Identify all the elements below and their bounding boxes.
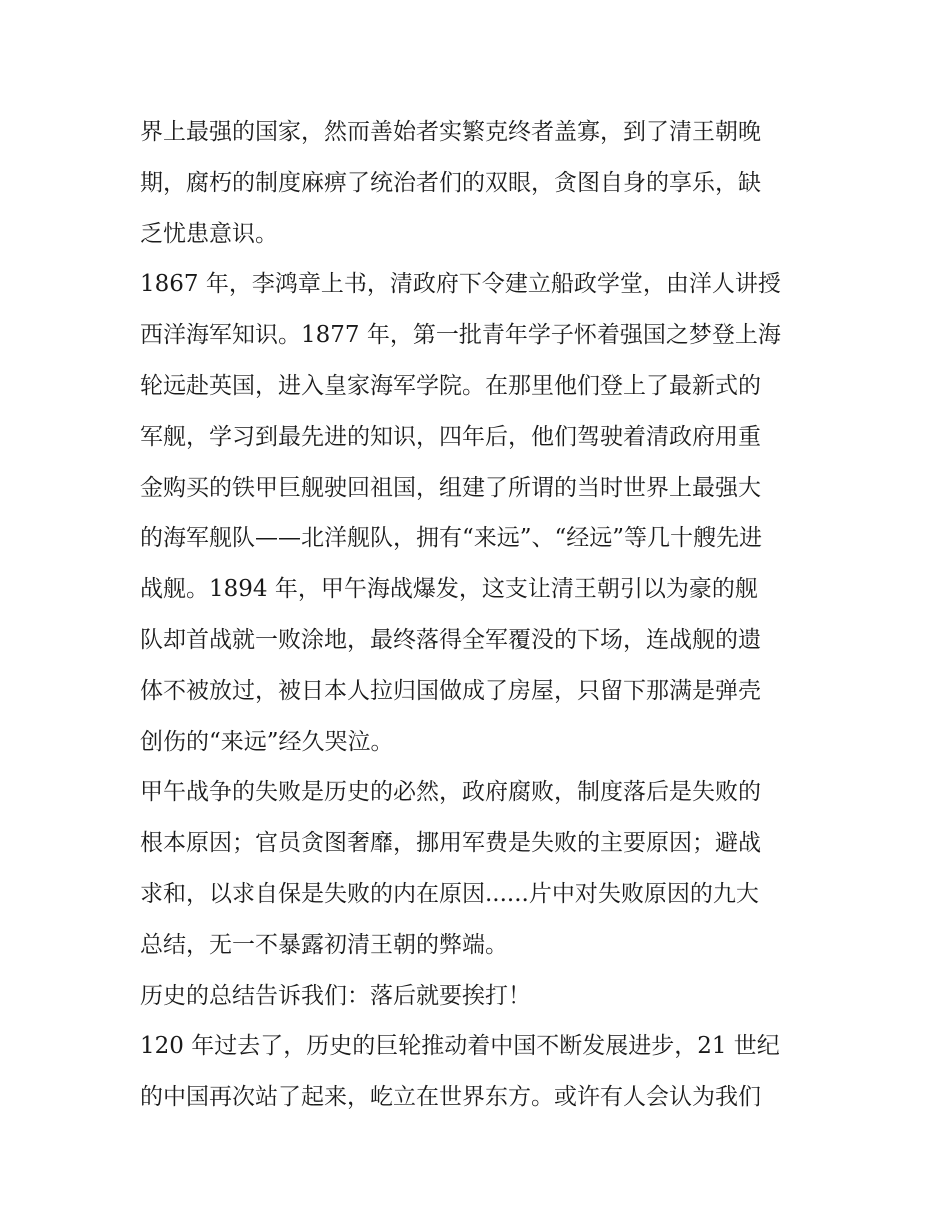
document-body	[140, 107, 812, 1123]
text-line: 队却首战就一败涂地，最终落得全军覆没的下场，连战舰的遗	[140, 626, 761, 653]
text-line: 乏忧患意识。	[140, 220, 278, 247]
text-line: 的中国再次站了起来，屹立在世界东方。或许有人会认为我们	[140, 1084, 761, 1111]
text-line: 总结，无一不暴露初清王朝的弊端。	[140, 931, 508, 958]
text-line: 界上最强的国家，然而善始者实繁克终者盖寡，到了清王朝晚	[140, 119, 761, 145]
text-line: 军舰，学习到最先进的知识，四年后，他们驾驶着清政府用重	[140, 423, 761, 450]
text-line: 西洋海军知识。1877 年，第一批青年学子怀着强国之梦登上海	[140, 322, 781, 349]
text-line: 的海军舰队——北洋舰队，拥有“来远”、“经远”等几十艘先进	[140, 525, 763, 552]
text-line: 轮远赴英国，进入皇家海军学院。在那里他们登上了最新式的	[140, 372, 761, 399]
text-line: 体不被放过，被日本人拉归国做成了房屋，只留下那满是弹壳	[140, 677, 761, 704]
text-line: 120 年过去了，历史的巨轮推动着中国不断发展进步，21 世纪	[140, 1033, 780, 1060]
text-line: 金购买的铁甲巨舰驶回祖国，组建了所谓的当时世界上最强大	[140, 474, 761, 501]
text-line: 求和，以求自保是失败的内在原因......片中对失败原因的九大	[140, 880, 759, 907]
text-line: 甲午战争的失败是历史的必然，政府腐败，制度落后是失败的	[140, 779, 761, 806]
text-line: 战舰。1894 年，甲午海战爆发，这支让清王朝引以为豪的舰	[140, 576, 758, 603]
text-line: 1867 年，李鸿章上书，清政府下令建立船政学堂，由洋人讲授	[140, 271, 781, 298]
text-line: 创伤的“来远”经久哭泣。	[140, 728, 394, 755]
text-line: 历史的总结告诉我们：落后就要挨打！	[140, 982, 531, 1009]
text-line: 根本原因；官员贪图奢靡，挪用军费是失败的主要原因；避战	[140, 830, 761, 857]
text-line: 期，腐朽的制度麻痹了统治者们的双眼，贪图自身的享乐，缺	[140, 169, 761, 196]
